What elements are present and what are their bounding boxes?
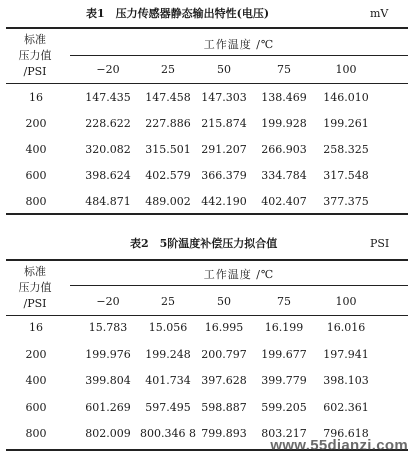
table2-cell: 397.628 [201, 374, 247, 387]
table2-cell: 598.887 [201, 401, 247, 414]
table2-cell: 199.677 [261, 348, 307, 361]
table2-col-header: 25 [161, 295, 175, 308]
table1-row-psi: 400 [25, 143, 47, 156]
table2-col-header: 100 [335, 295, 357, 308]
table2-cell: 197.941 [323, 348, 369, 361]
table1-cell: 138.469 [261, 91, 307, 104]
table1-cell: 334.784 [261, 169, 307, 182]
table1-cell: 266.903 [261, 143, 307, 156]
table1-cell: 315.501 [145, 143, 191, 156]
table2-cell: 399.779 [261, 374, 307, 387]
table2-row-psi: 200 [25, 348, 47, 361]
table1-caption: 表1 压力传感器静态输出特性(电压) [86, 7, 270, 20]
table2-row-psi: 400 [25, 374, 47, 387]
table1-cell: 398.624 [85, 169, 131, 182]
table2-caption: 表2 5阶温度补偿压力拟合值 [130, 237, 278, 250]
table2-row-header-line2: 压力值 [18, 281, 52, 294]
table2-row-psi: 800 [25, 427, 47, 440]
table1-cell: 147.458 [145, 91, 191, 104]
table1-bottom-rule [6, 213, 408, 215]
table2-cell: 597.495 [145, 401, 191, 414]
table2-caption-bar [0, 234, 414, 254]
table2-row-header-line1: 标准 [24, 265, 46, 278]
table2-group-rule [70, 285, 408, 286]
table1-cell: 147.435 [85, 91, 131, 104]
table2-cell: 199.976 [85, 348, 131, 361]
table1-cell: 146.010 [323, 91, 369, 104]
table1-col-header: 25 [161, 63, 175, 76]
table1-row-psi: 200 [25, 117, 47, 130]
table1-cell: 258.325 [323, 143, 369, 156]
table2-cell: 599.205 [261, 401, 307, 414]
table1-cell: 366.379 [201, 169, 247, 182]
table1-cell: 489.002 [145, 195, 191, 208]
table1-cell: 147.303 [201, 91, 247, 104]
table1-cell: 377.375 [323, 195, 369, 208]
table2-cell: 800.346 8 [140, 427, 196, 440]
table2-cell: 16.016 [326, 321, 366, 334]
table2-row-psi: 600 [25, 401, 47, 414]
table1-row-header-line3: /PSI [23, 65, 47, 78]
table1-cell: 227.886 [145, 117, 191, 130]
table2-row-psi: 16 [29, 321, 43, 334]
table2-top-rule [6, 259, 408, 261]
table1-group-header: 工作温度 /℃ [203, 38, 275, 51]
table1-cell: 215.874 [201, 117, 247, 130]
table1-cell: 402.407 [261, 195, 307, 208]
table2-cell: 15.783 [88, 321, 128, 334]
table1-caption-bar [0, 4, 414, 24]
table2-col-header: 75 [277, 295, 291, 308]
table1-row-psi: 16 [29, 91, 43, 104]
table2-col-header: 50 [217, 295, 231, 308]
table2-cell: 802.009 [85, 427, 131, 440]
table2-cell: 799.893 [201, 427, 247, 440]
table2-cell: 199.248 [145, 348, 191, 361]
table1-row-header [6, 32, 64, 80]
table1-top-rule [6, 27, 408, 29]
table1-group-rule [70, 55, 408, 56]
table2-cell: 16.995 [204, 321, 244, 334]
table1-cell: 402.579 [145, 169, 191, 182]
table1-col-header: 75 [277, 63, 291, 76]
site-watermark: www.55dianzi.com [270, 437, 408, 454]
table2-cell: 399.804 [85, 374, 131, 387]
table1-col-header: −20 [96, 63, 120, 76]
table2-row-header-line3: /PSI [23, 297, 47, 310]
table1-cell: 484.871 [85, 195, 131, 208]
table1-cell: 228.622 [85, 117, 131, 130]
table1-cell: 317.548 [323, 169, 369, 182]
table2-cell: 602.361 [323, 401, 369, 414]
table2-group-header: 工作温度 /℃ [203, 268, 275, 281]
table1-row-header-line2: 压力值 [18, 49, 52, 62]
table1-cell: 320.082 [85, 143, 131, 156]
table1-col-header: 100 [335, 63, 357, 76]
table2-header-rule [6, 315, 408, 316]
table2-cell: 803.217 [261, 427, 307, 440]
table2-cell: 200.797 [201, 348, 247, 361]
table2-cell: 796.618 [323, 427, 369, 440]
table1-row-header-line1: 标准 [24, 33, 46, 46]
table2-cell: 398.103 [323, 374, 369, 387]
table2-cell: 601.269 [85, 401, 131, 414]
table1-header-rule [6, 83, 408, 84]
table1-cell: 199.261 [323, 117, 369, 130]
table2-row-header [6, 264, 64, 312]
table1-row-psi: 600 [25, 169, 47, 182]
table1-unit: mV [370, 7, 389, 20]
table2-unit: PSI [370, 237, 390, 250]
table2-cell: 15.056 [148, 321, 188, 334]
table2-cell: 16.199 [264, 321, 304, 334]
table1-cell: 199.928 [261, 117, 307, 130]
table1-col-header: 50 [217, 63, 231, 76]
table2-cell: 401.734 [145, 374, 191, 387]
table1-cell: 442.190 [201, 195, 247, 208]
table1-cell: 291.207 [201, 143, 247, 156]
table1-row-psi: 800 [25, 195, 47, 208]
table2-col-header: −20 [96, 295, 120, 308]
